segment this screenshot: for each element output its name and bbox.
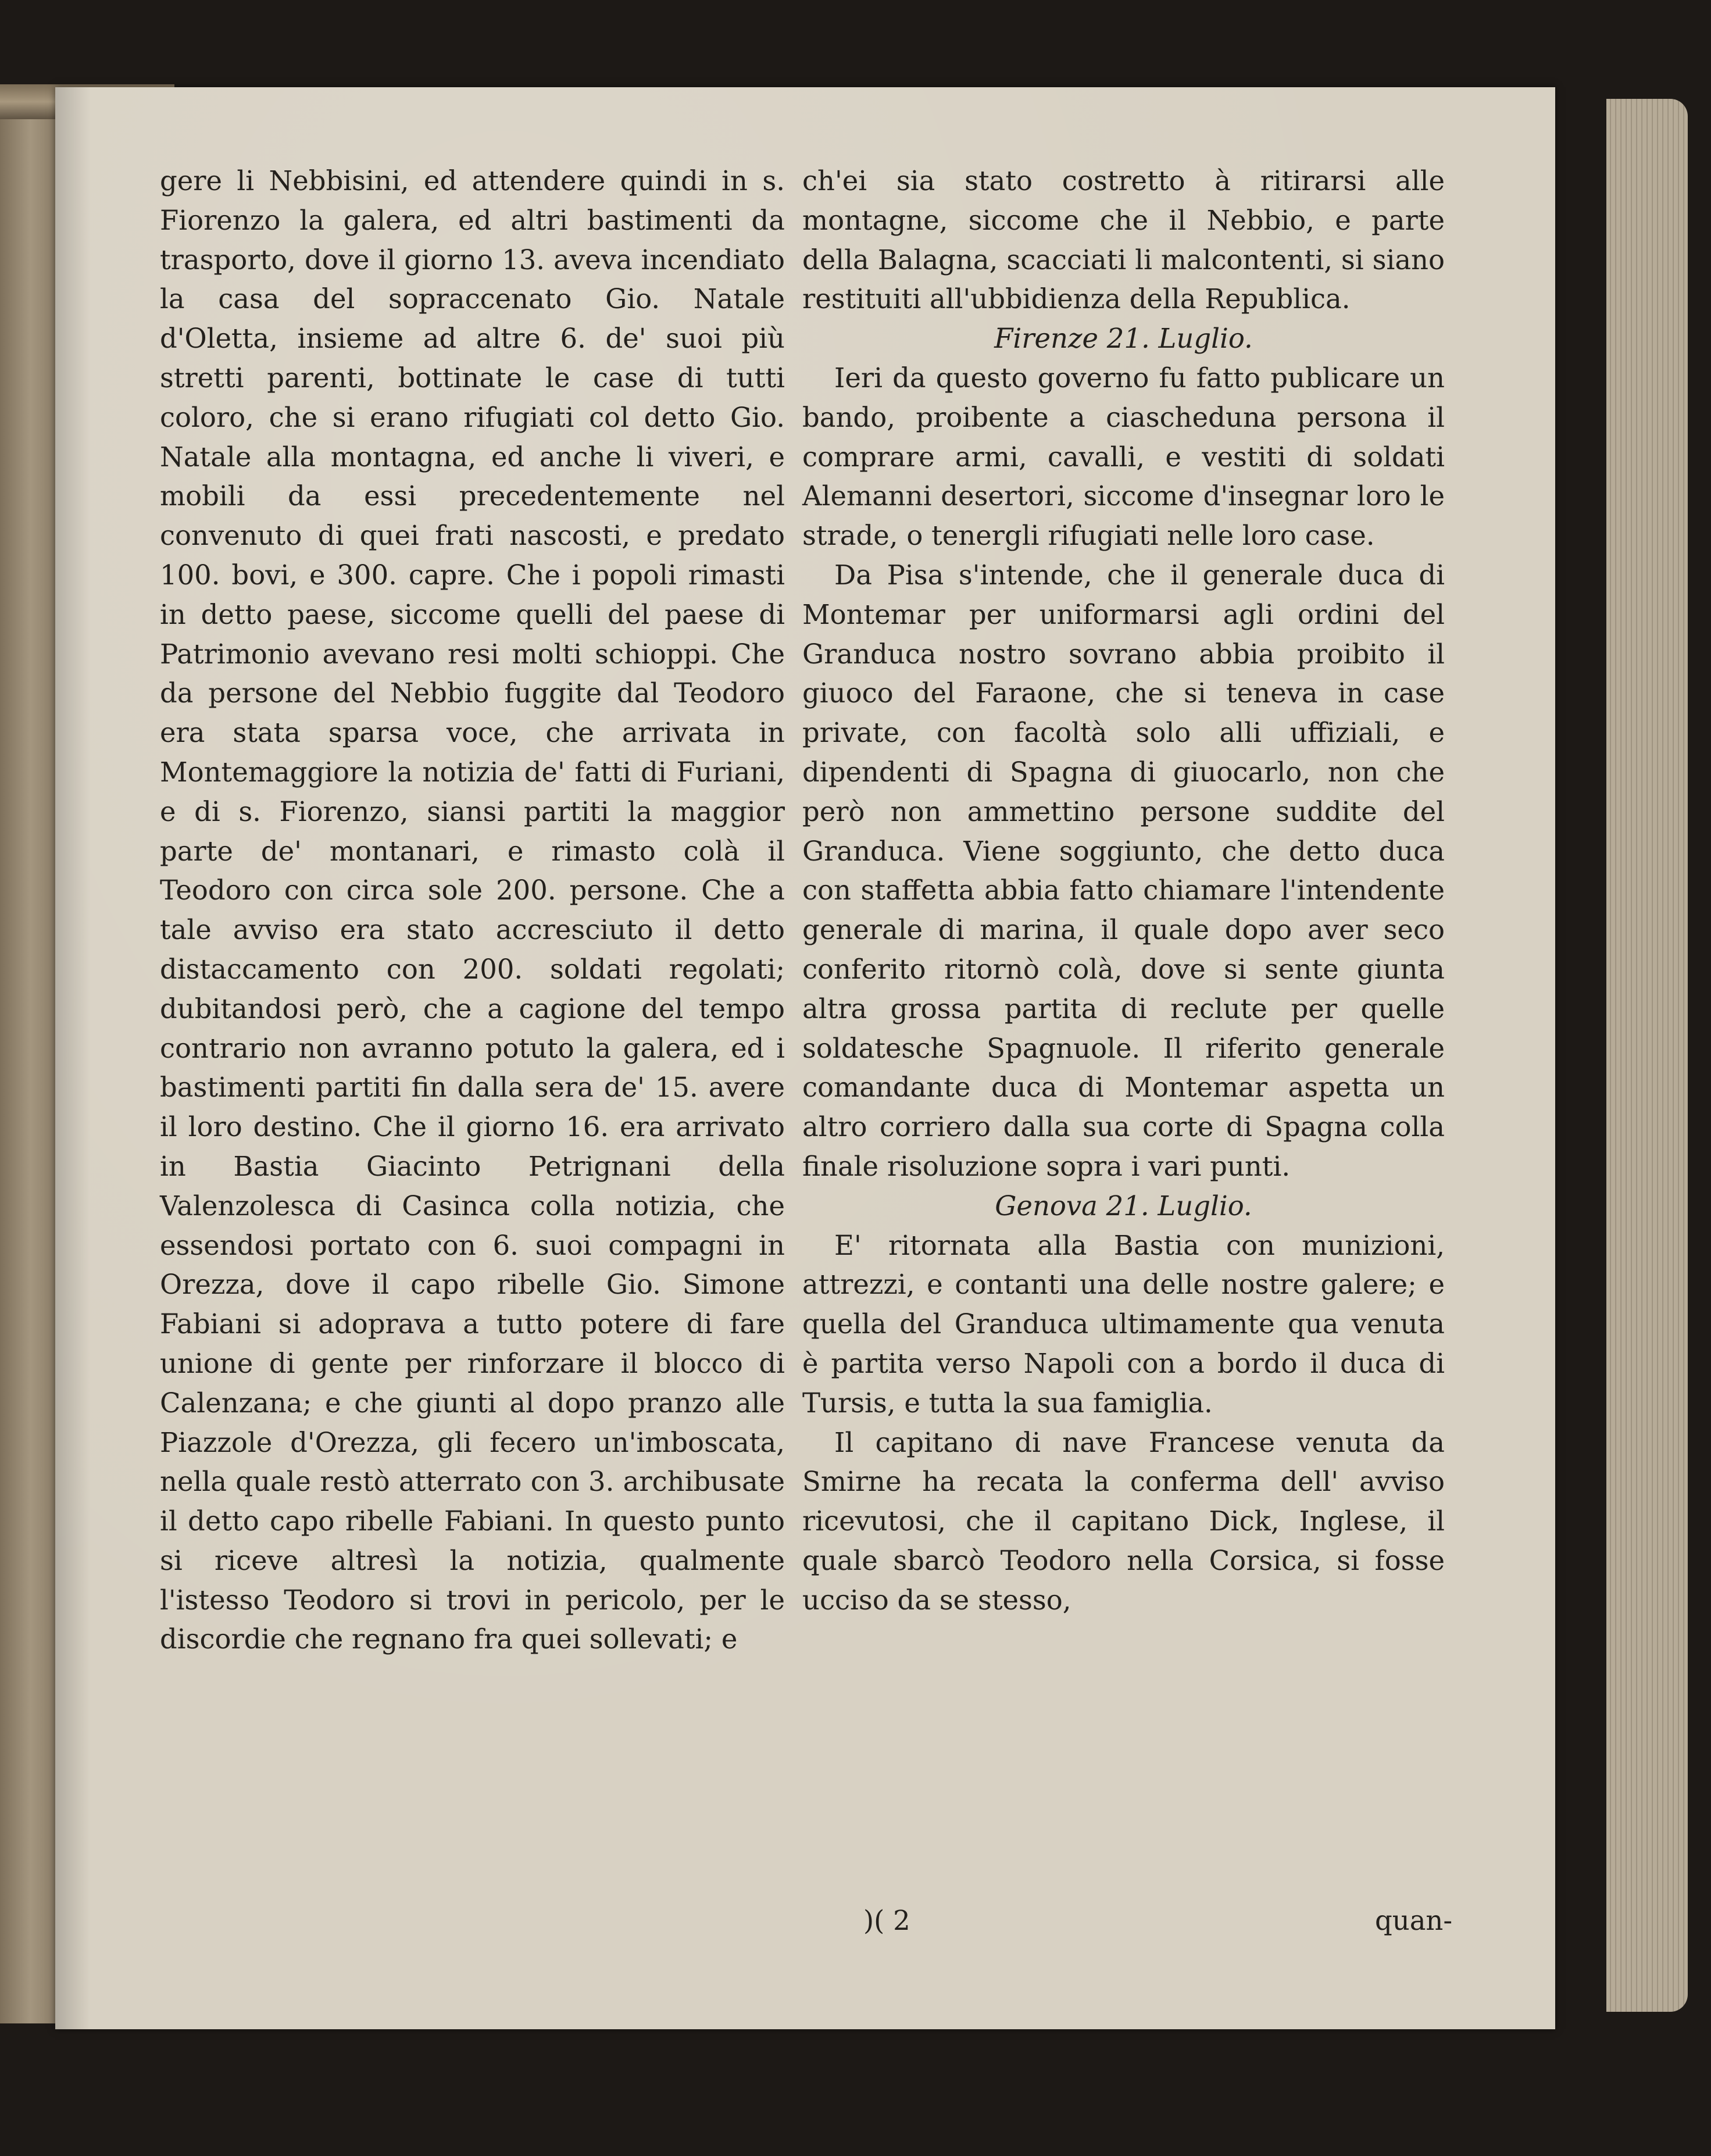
news-paragraph-smirne: Il capitano di nave Francese venuta da Smirne ha recata la conferma dell' avviso ricevutosi, che il capitano Dick, Inglese, il quale sbarcò Teodoro nella Corsica, si fosse ucciso da se stesso, [802, 1426, 1445, 1616]
book-page [55, 87, 1555, 2029]
dateline-genova: Genova 21. Luglio. [995, 1190, 1252, 1222]
left-column-paragraph: gere li Nebbisini, ed attendere quindi in s. Fiorenzo la galera, ed altri bastimenti da trasporto, dove il giorno 13. aveva incendiato la casa del sopraccenato Gio. Natale d'Oletta, insieme ad altre 6. de' suoi più stretti parenti, bottinate le case di tutti coloro, che si erano rifugiati col detto Gio. Natale alla montagna, ed anche li viveri, e mobili da essi precedentemente nel convenuto di quei frati nascosti, e predato 100. bovi, e 300. capre. Che i popoli rimasti in detto paese, siccome quelli del paese di Patrimonio avevano resi molti schioppi. Che da persone del Nebbio fuggite dal Teodoro era stata sparsa voce, che arrivata in Montemaggiore la notizia de' fatti di Furiani, e di s. Fiorenzo, siansi partiti la maggior parte de' montanari, e rimasto colà il Teodoro con circa sole 200. persone. Che a tale avviso era stato accresciuto il detto distaccamento con 200. soldati regolati; dubitandosi però, che a cagione del tempo contrario non avranno potuto la galera, ed i bastimenti partiti fin dalla sera de' 15. avere il loro destino. Che il giorno 16. era arrivato in Bastia Giacinto Petrignani della Valenzolesca di Casinca colla notizia, che essendosi portato con 6. suoi compagni in Orezza, dove il capo ribelle Gio. Simone Fabiani si adoprava a tutto potere di fare unione di gente per rinforzare il blocco di Calenzana; e che giunti al dopo pranzo alle Piazzole d'Orezza, gli fecero un'imboscata, nella quale restò atterrato con 3. archibusate il detto capo ribelle Fabiani. In questo punto si riceve altresì la notizia, qualmente l'istesso Teodoro si trovi in pericolo, per le discordie che regnano fra quei sollevati; e [160, 165, 785, 1655]
catchword: quan- [1375, 1905, 1453, 1936]
news-paragraph-pisa: Da Pisa s'intende, che il generale duca di Montemar per uniformarsi agli ordini del Granduca nostro sovrano abbia proibito il giuoco del Faraone, che si teneva in case private, con facoltà solo alli uffiziali, e dipendenti di Spagna di giuocarlo, non che però non ammettino persone suddite del Granduca. Viene soggiunto, che detto duca con staffetta abbia fatto chiamare l'intendente generale di marina, il quale dopo aver seco conferito ritornò colà, dove si sente giunta altra grossa partita di reclute per quelle soldatesche Spagnuole. Il riferito generale comandante duca di Montemar aspetta un altro corriero dalla sua corte di Spagna colla finale risoluzione sopra i vari punti. [802, 559, 1445, 1182]
right-text-column [802, 162, 1445, 1620]
page-stack-edge [1606, 99, 1688, 2012]
signature-mark: )( 2 [863, 1905, 910, 1936]
news-paragraph-bastia: E' ritornata alla Bastia con munizioni, attrezzi, e contanti una delle nostre galere; e quella del Granduca ultimamente qua venuta è partita verso Napoli con a bordo il duca di Tursis, e tutta la sua famiglia. [802, 1229, 1445, 1419]
left-text-column [160, 162, 785, 1659]
news-paragraph-bando: Ieri da questo governo fu fatto publicare un bando, proibente a ciascheduna persona il comprare armi, cavalli, e vestiti di soldati Alemanni desertori, siccome d'insegnar loro le strade, o tenergli rifugiati nelle loro case. [802, 362, 1445, 552]
continued-paragraph: ch'ei sia stato costretto à ritirarsi alle montagne, siccome che il Nebbio, e parte della Balagna, scacciati li malcontenti, si siano restituiti all'ubbidienza della Republica. [802, 165, 1445, 315]
previous-page-edge [0, 87, 55, 2023]
dateline-firenze: Firenze 21. Luglio. [994, 323, 1253, 355]
